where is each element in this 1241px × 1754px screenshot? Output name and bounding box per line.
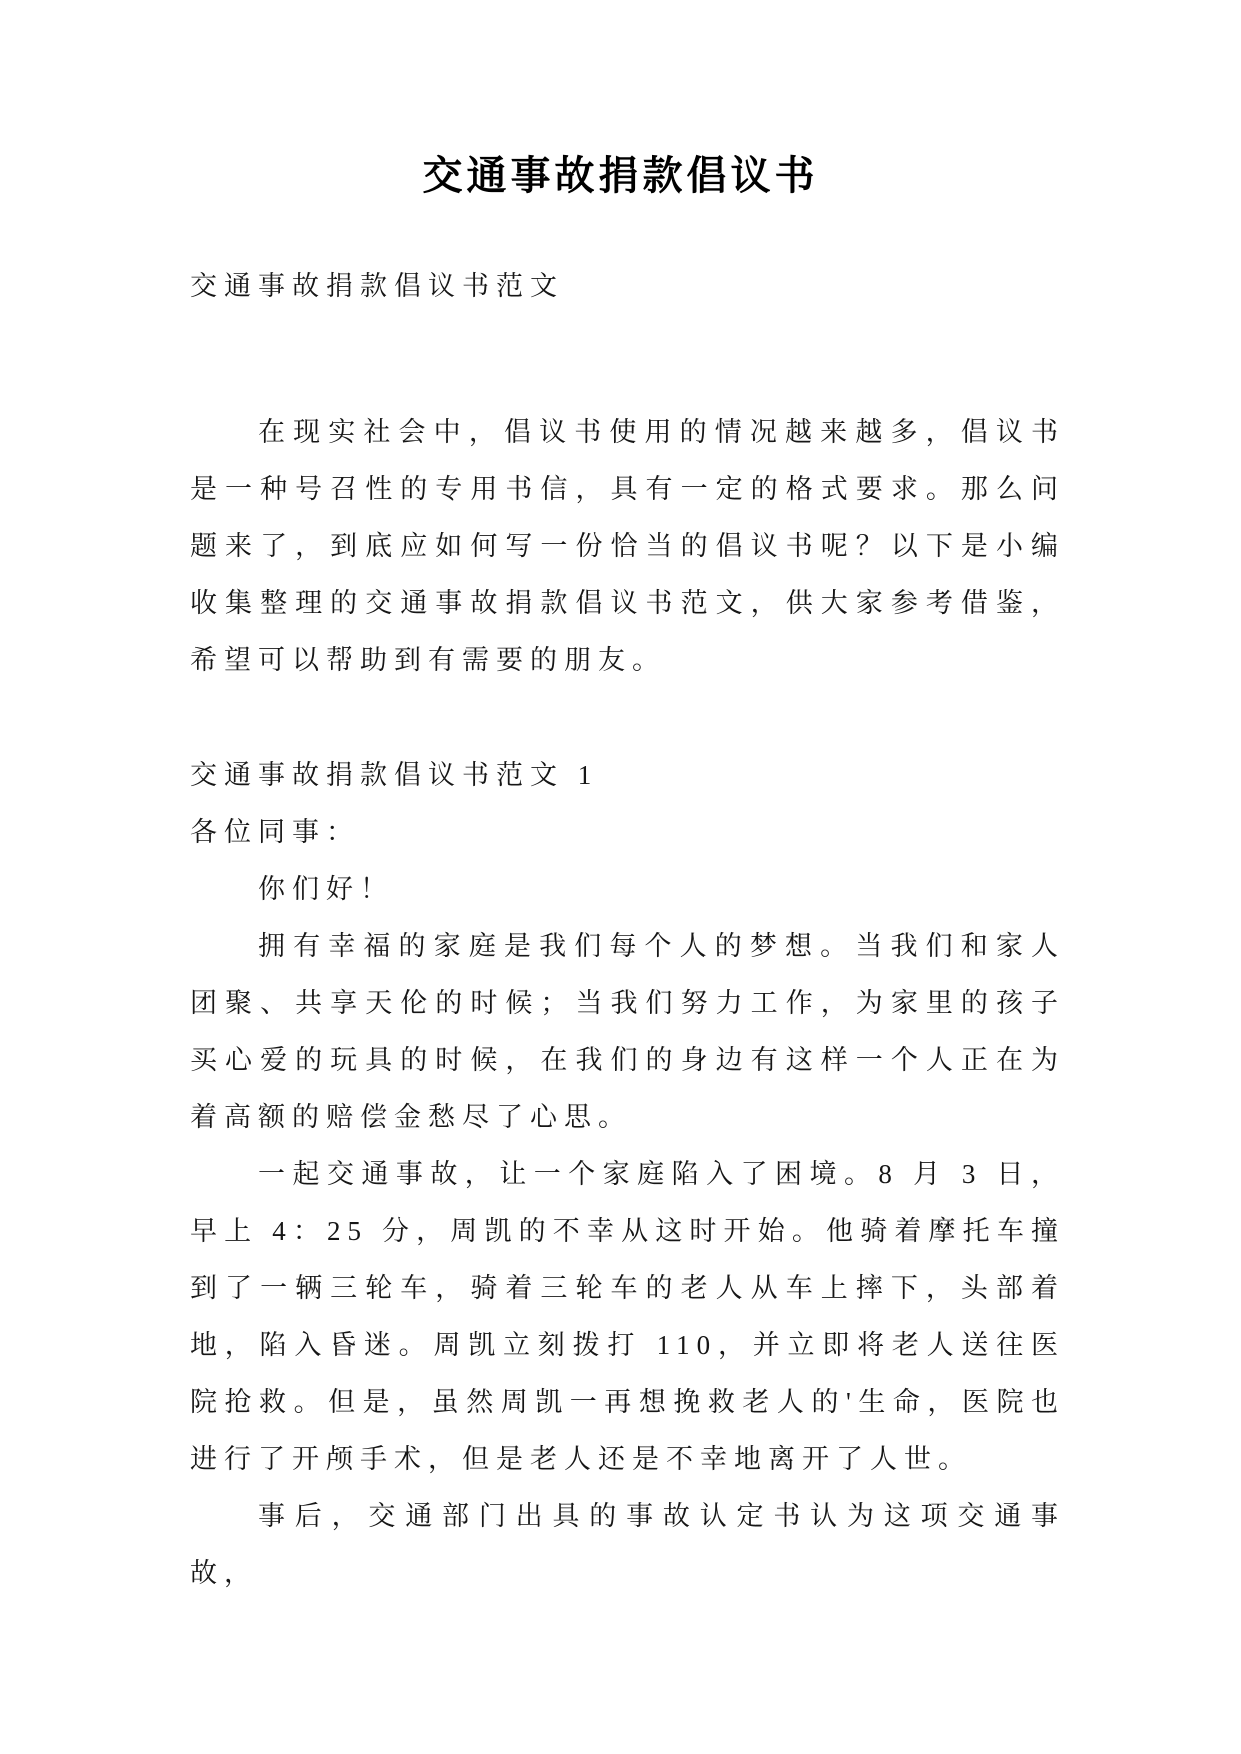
body-paragraph: 拥有幸福的家庭是我们每个人的梦想。当我们和家人团聚、共享天伦的时候；当我们努力工作，为家里的孩子买心爱的玩具的时候，在我们的身边有这样一个人正在为着高额的赔偿金愁尽了心思。: [190, 931, 1065, 1132]
document-body: [190, 258, 1065, 1602]
section-heading: 交通事故捐款倡议书范文 1: [190, 760, 599, 790]
body-paragraph: 一起交通事故，让一个家庭陷入了困境。8 月 3 日，早上 4：25 分，周凯的不幸从这时开始。他骑着摩托车撞到了一辆三轮车，骑着三轮车的老人从车上摔下，头部着地，陷入昏迷。周凯立刻拨打 110，并立即将老人送往医院抢救。但是，虽然周凯一再想挽救老人的'生命，医院也进行了开颅手术，但是老人还是不幸地离开了人世。: [190, 1159, 1065, 1474]
page-title: 交通事故捐款倡议书: [422, 153, 819, 198]
salutation-line: 各位同事：: [190, 817, 360, 847]
greeting-line: 你们好！: [258, 874, 394, 904]
document-subtitle: 交通事故捐款倡议书范文: [190, 271, 564, 301]
intro-paragraph: 在现实社会中，倡议书使用的情况越来越多，倡议书是一种号召性的专用书信，具有一定的格式要求。那么问题来了，到底应如何写一份恰当的倡议书呢？以下是小编收集整理的交通事故捐款倡议书范文，供大家参考借鉴，希望可以帮助到有需要的朋友。: [190, 417, 1065, 675]
body-paragraph: 事后，交通部门出具的事故认定书认为这项交通事故，: [190, 1501, 1065, 1588]
